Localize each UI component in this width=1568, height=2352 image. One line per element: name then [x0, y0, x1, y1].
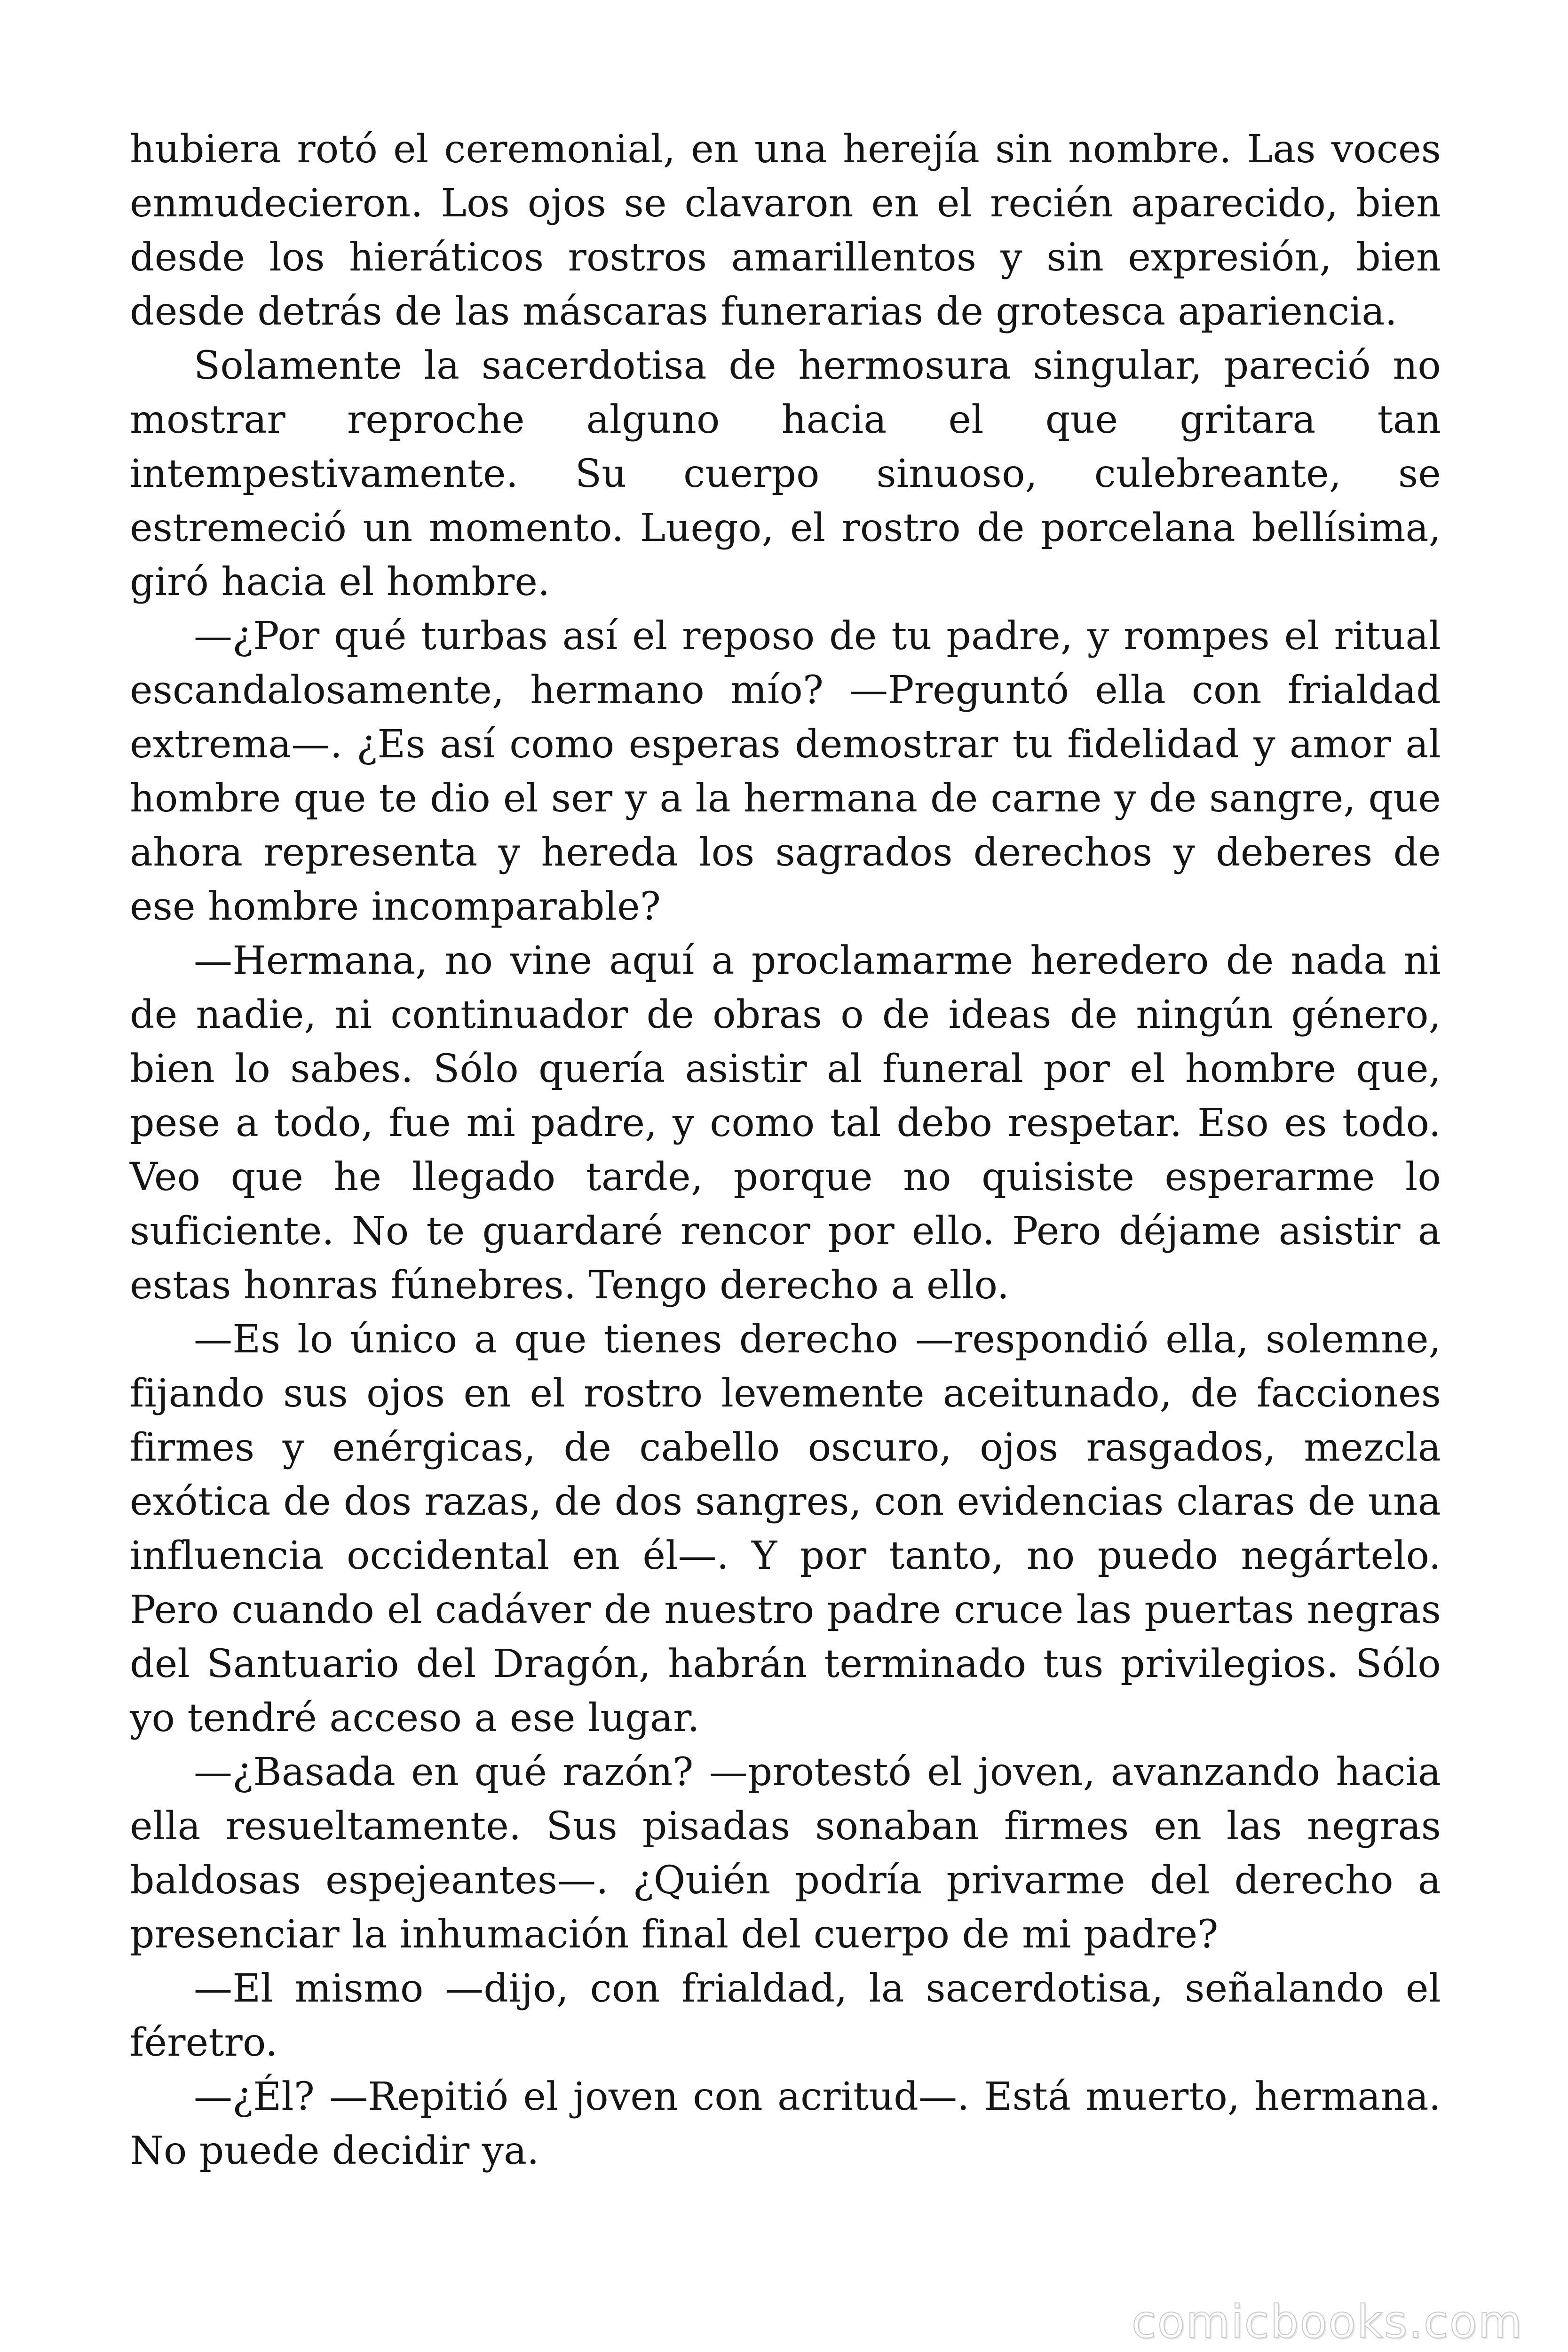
paragraph-8: —¿Él? —Repitió el joven con acritud—. Está muerto, hermana. No puede decidir ya. — [130, 2074, 1441, 2173]
paragraph-1: hubiera rotó el ceremonial, en una herejía sin nombre. Las voces enmudecieron. Los ojos se clavaron en el recién aparecido, bien desde los hieráticos rostros amarillentos y sin expresión, bien desde detrás de las máscaras funerarias de grotesca apariencia. — [130, 127, 1441, 334]
site-watermark: comicbooks.com — [1131, 2296, 1523, 2348]
paragraph-5: —Es lo único a que tienes derecho —respondió ella, solemne, fijando sus ojos en el rostro levemente aceitunado, de facciones firmes y enérgicas, de cabello oscuro, ojos rasgados, mezcla exótica de dos razas, de dos sangres, con evidencias claras de una influencia occidental en él—. Y por tanto, no puedo negártelo. Pero cuando el cadáver de nuestro padre cruce las puertas negras del Santuario del Dragón, habrán terminado tus privilegios. Sólo yo tendré acceso a ese lugar. — [130, 1317, 1441, 1740]
paragraph-3: —¿Por qué turbas así el reposo de tu padre, y rompes el ritual escandalosamente, hermano mío? —Preguntó ella con frialdad extrema—. ¿Es así como esperas demostrar tu fidelidad y amor al hombre que te dio el ser y a la hermana de carne y de sangre, que ahora representa y hereda los sagrados derechos y deberes de ese hombre incomparable? — [130, 614, 1441, 929]
paragraph-4: —Hermana, no vine aquí a proclamarme heredero de nada ni de nadie, ni continuador de obras o de ideas de ningún género, bien lo sabes. Sólo quería asistir al funeral por el hombre que, pese a todo, fue mi padre, y como tal debo respetar. Eso es todo. Veo que he llegado tarde, porque no quisiste esperarme lo suficiente. No te guardaré rencor por ello. Pero déjame asistir a estas honras fúnebres. Tengo derecho a ello. — [130, 938, 1441, 1308]
paragraph-2: Solamente la sacerdotisa de hermosura singular, pareció no mostrar reproche alguno hacia el que gritara tan intempestivamente. Su cuerpo sinuoso, culebreante, se estremeció un momento. Luego, el rostro de porcelana bellísima, giró hacia el hombre. — [130, 343, 1441, 604]
page-body-text — [130, 122, 1441, 2178]
paragraph-7: —El mismo —dijo, con frialdad, la sacerdotisa, señalando el féretro. — [130, 1966, 1441, 2065]
paragraph-6: —¿Basada en qué razón? —protestó el joven, avanzando hacia ella resueltamente. Sus pisadas sonaban firmes en las negras baldosas espejeantes—. ¿Quién podría privarme del derecho a presenciar la inhumación final del cuerpo de mi padre? — [130, 1750, 1441, 1957]
